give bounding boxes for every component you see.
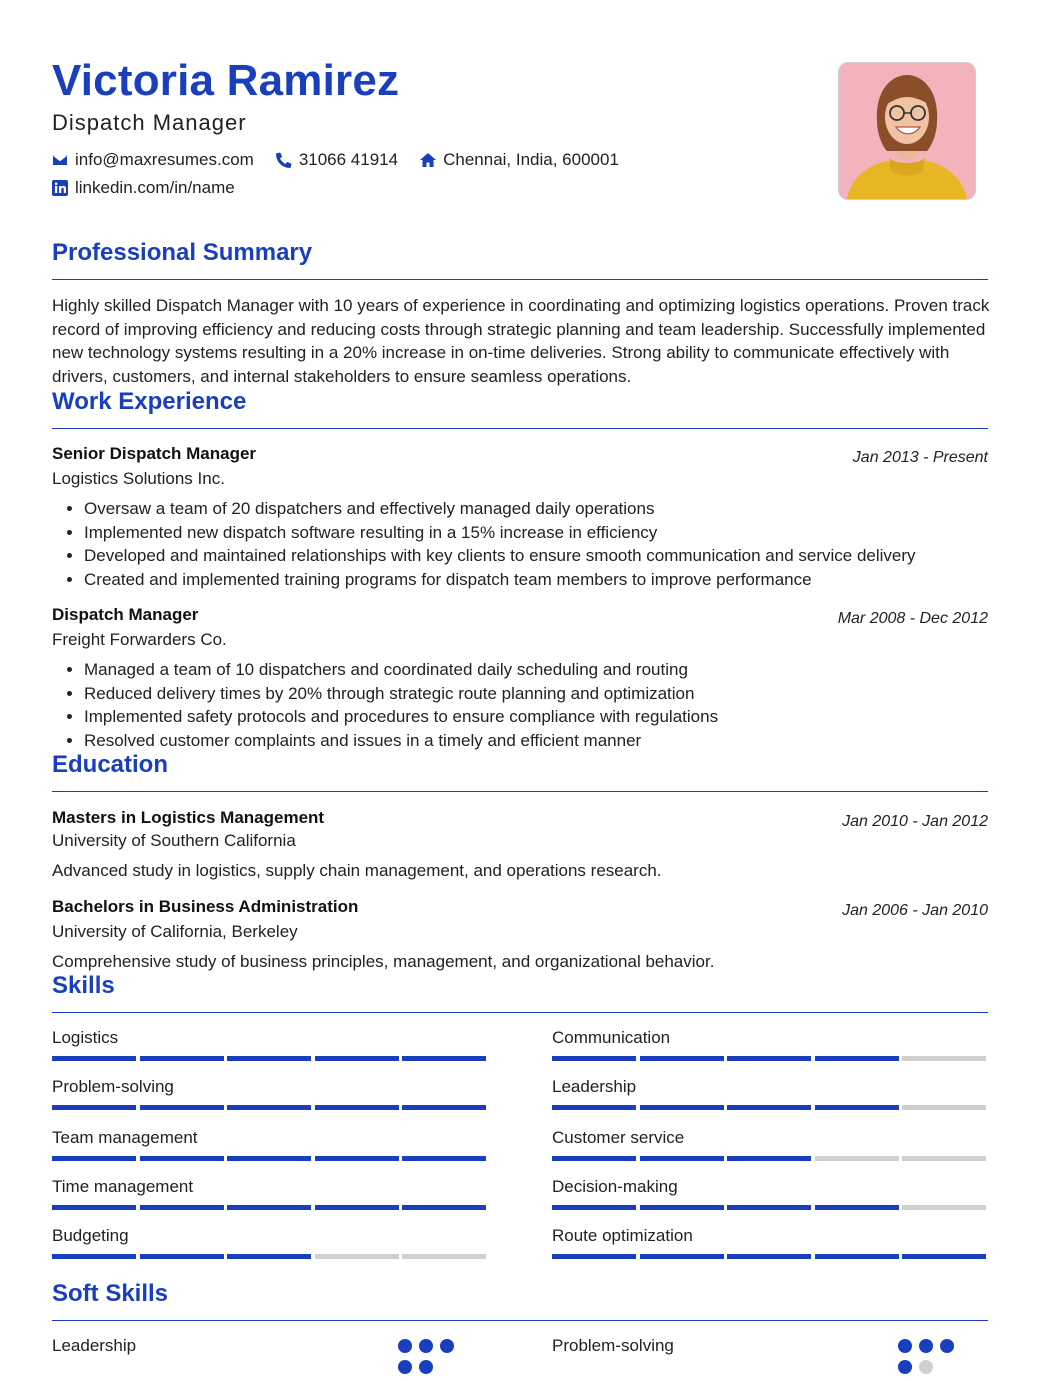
skill-level-segment xyxy=(902,1254,986,1259)
degree-title: Bachelors in Business Administration xyxy=(52,897,359,916)
soft-skill-rating xyxy=(898,1339,978,1381)
skill-level-segment xyxy=(815,1254,899,1259)
contact-location[interactable] xyxy=(420,150,619,170)
skill-level-segment xyxy=(315,1056,399,1061)
job-company: Freight Forwarders Co. xyxy=(52,630,227,649)
list-item: • Implemented safety protocols and procedures to ensure compliance with regulations xyxy=(84,705,718,729)
skill-level-segment xyxy=(727,1205,811,1210)
soft-skill-label: Leadership xyxy=(52,1336,137,1355)
skill-level-segment xyxy=(315,1156,399,1161)
skill-level-segment xyxy=(552,1056,636,1061)
section-divider xyxy=(52,1012,988,1013)
skill-level-segment xyxy=(727,1254,811,1259)
skill-level-segment xyxy=(402,1254,486,1259)
list-item: • Managed a team of 10 dispatchers and coordinated daily scheduling and routing xyxy=(84,658,718,682)
skill-level-segment xyxy=(402,1056,486,1061)
contact-email[interactable] xyxy=(52,150,254,170)
skill-level-segment xyxy=(727,1156,811,1161)
skill-level-segment xyxy=(640,1056,724,1061)
rating-dot xyxy=(440,1339,454,1353)
skill-level-segment xyxy=(52,1056,136,1061)
skill-level-segment xyxy=(552,1156,636,1161)
skill-label: Time management xyxy=(52,1177,194,1196)
skill-level-segment xyxy=(140,1156,224,1161)
skill-level-bar xyxy=(552,1056,990,1061)
linkedin-icon xyxy=(52,180,68,196)
section-divider xyxy=(52,791,988,792)
email-text: info@maxresumes.com xyxy=(75,150,254,169)
skill-level-segment xyxy=(552,1254,636,1259)
degree-description: Comprehensive study of business principles, management, and organizational behavior. xyxy=(52,952,715,971)
skill-label: Leadership xyxy=(552,1077,637,1096)
job-bullets xyxy=(52,658,718,752)
skill-label: Route optimization xyxy=(552,1226,693,1245)
skill-level-segment xyxy=(402,1156,486,1161)
skill-level-bar xyxy=(552,1156,990,1161)
skill-level-segment xyxy=(902,1105,986,1110)
job-company: Logistics Solutions Inc. xyxy=(52,469,225,488)
degree-dates: Jan 2010 - Jan 2012 xyxy=(842,813,988,830)
linkedin-text: linkedin.com/in/name xyxy=(75,178,235,197)
location-text: Chennai, India, 600001 xyxy=(443,150,619,169)
skill-level-segment xyxy=(227,1056,311,1061)
degree-dates: Jan 2006 - Jan 2010 xyxy=(842,902,988,919)
skill-level-bar xyxy=(552,1205,990,1210)
skill-level-segment xyxy=(402,1205,486,1210)
contact-linkedin[interactable] xyxy=(52,178,235,198)
job-title: Dispatch Manager xyxy=(52,605,199,624)
skill-level-bar xyxy=(552,1105,990,1110)
skill-level-bar xyxy=(52,1254,490,1259)
rating-dot xyxy=(919,1339,933,1353)
skill-level-segment xyxy=(140,1056,224,1061)
section-title-skills: Skills xyxy=(52,972,115,999)
list-item: • Reduced delivery times by 20% through strategic route planning and optimization xyxy=(84,682,718,706)
job-dates: Mar 2008 - Dec 2012 xyxy=(837,610,988,627)
degree-title: Masters in Logistics Management xyxy=(52,808,325,827)
skill-level-segment xyxy=(315,1105,399,1110)
list-item: • Resolved customer complaints and issues in a timely and efficient manner xyxy=(84,729,718,753)
skill-label: Team management xyxy=(52,1128,198,1147)
job-title: Senior Dispatch Manager xyxy=(52,444,257,463)
section-title-experience: Work Experience xyxy=(52,388,247,415)
skill-label: Communication xyxy=(552,1028,671,1047)
skill-level-segment xyxy=(552,1205,636,1210)
profile-photo xyxy=(838,62,976,200)
soft-skill-rating xyxy=(398,1339,478,1381)
envelope-icon xyxy=(52,152,68,168)
skill-level-segment xyxy=(902,1056,986,1061)
skill-level-segment xyxy=(140,1205,224,1210)
home-icon xyxy=(420,152,436,168)
degree-description: Advanced study in logistics, supply chain management, and operations research. xyxy=(52,861,662,880)
school-name: University of Southern California xyxy=(52,831,296,850)
skill-level-segment xyxy=(640,1105,724,1110)
candidate-title: Dispatch Manager xyxy=(52,110,247,135)
job-dates: Jan 2013 - Present xyxy=(852,449,988,466)
skill-level-bar xyxy=(52,1056,490,1061)
skill-label: Customer service xyxy=(552,1128,685,1147)
job-bullets xyxy=(52,497,916,591)
skill-level-segment xyxy=(227,1254,311,1259)
rating-dot xyxy=(940,1339,954,1353)
skill-level-segment xyxy=(52,1156,136,1161)
section-title-summary: Professional Summary xyxy=(52,239,313,266)
skill-label: Problem-solving xyxy=(52,1077,174,1096)
skill-label: Budgeting xyxy=(52,1226,129,1245)
school-name: University of California, Berkeley xyxy=(52,922,298,941)
skill-level-segment xyxy=(227,1205,311,1210)
soft-skill-label: Problem-solving xyxy=(552,1336,674,1355)
skill-level-segment xyxy=(52,1205,136,1210)
skill-level-segment xyxy=(402,1105,486,1110)
rating-dot xyxy=(898,1339,912,1353)
contact-info xyxy=(52,148,641,204)
skill-level-segment xyxy=(902,1205,986,1210)
skill-level-segment xyxy=(815,1156,899,1161)
skill-level-segment xyxy=(902,1156,986,1161)
list-item: • Developed and maintained relationships with key clients to ensure smooth communication and service delivery xyxy=(84,544,916,568)
section-title-soft-skills: Soft Skills xyxy=(52,1280,169,1307)
skill-level-segment xyxy=(640,1254,724,1259)
skill-level-segment xyxy=(727,1056,811,1061)
phone-text: 31066 41914 xyxy=(298,150,399,169)
skill-label: Decision-making xyxy=(552,1177,678,1196)
list-item: • Implemented new dispatch software resulting in a 15% increase in efficiency xyxy=(84,521,916,545)
skill-level-segment xyxy=(815,1056,899,1061)
skill-level-segment xyxy=(52,1254,136,1259)
skill-level-segment xyxy=(315,1254,399,1259)
skill-level-segment xyxy=(140,1254,224,1259)
skill-level-segment xyxy=(227,1156,311,1161)
skill-level-segment xyxy=(140,1105,224,1110)
section-divider xyxy=(52,428,988,429)
summary-text: Highly skilled Dispatch Manager with 10 years of experience in coordinating and optimizing logistics operations. Proven track record of improving efficiency and reducing costs through strategic planning and team leadership. Successfully implemented new technology systems resulting in a 20% increase in on-time deliveries. Strong ability to communicate effectively with drivers, customers, and internal stakeholders to ensure seamless operations. xyxy=(52,296,990,386)
contact-phone[interactable] xyxy=(276,150,398,170)
skill-level-bar xyxy=(552,1254,990,1259)
skill-level-bar xyxy=(52,1156,490,1161)
skill-level-segment xyxy=(552,1105,636,1110)
skill-label: Logistics xyxy=(52,1028,119,1047)
phone-icon xyxy=(276,152,292,168)
list-item: • Oversaw a team of 20 dispatchers and effectively managed daily operations xyxy=(84,497,916,521)
section-title-education: Education xyxy=(52,751,169,778)
skill-level-segment xyxy=(640,1205,724,1210)
skill-level-segment xyxy=(727,1105,811,1110)
list-item: • Created and implemented training programs for dispatch team members to improve performance xyxy=(84,568,916,592)
skill-level-segment xyxy=(315,1205,399,1210)
section-divider xyxy=(52,1320,988,1321)
skill-level-segment xyxy=(52,1105,136,1110)
skill-level-segment xyxy=(640,1156,724,1161)
rating-dot xyxy=(419,1339,433,1353)
rating-dot xyxy=(398,1339,412,1353)
skill-level-segment xyxy=(815,1105,899,1110)
section-divider xyxy=(52,279,988,280)
skill-level-segment xyxy=(815,1205,899,1210)
candidate-name: Victoria Ramirez xyxy=(52,56,400,105)
skill-level-bar xyxy=(52,1105,490,1110)
skill-level-segment xyxy=(227,1105,311,1110)
skill-level-bar xyxy=(52,1205,490,1210)
